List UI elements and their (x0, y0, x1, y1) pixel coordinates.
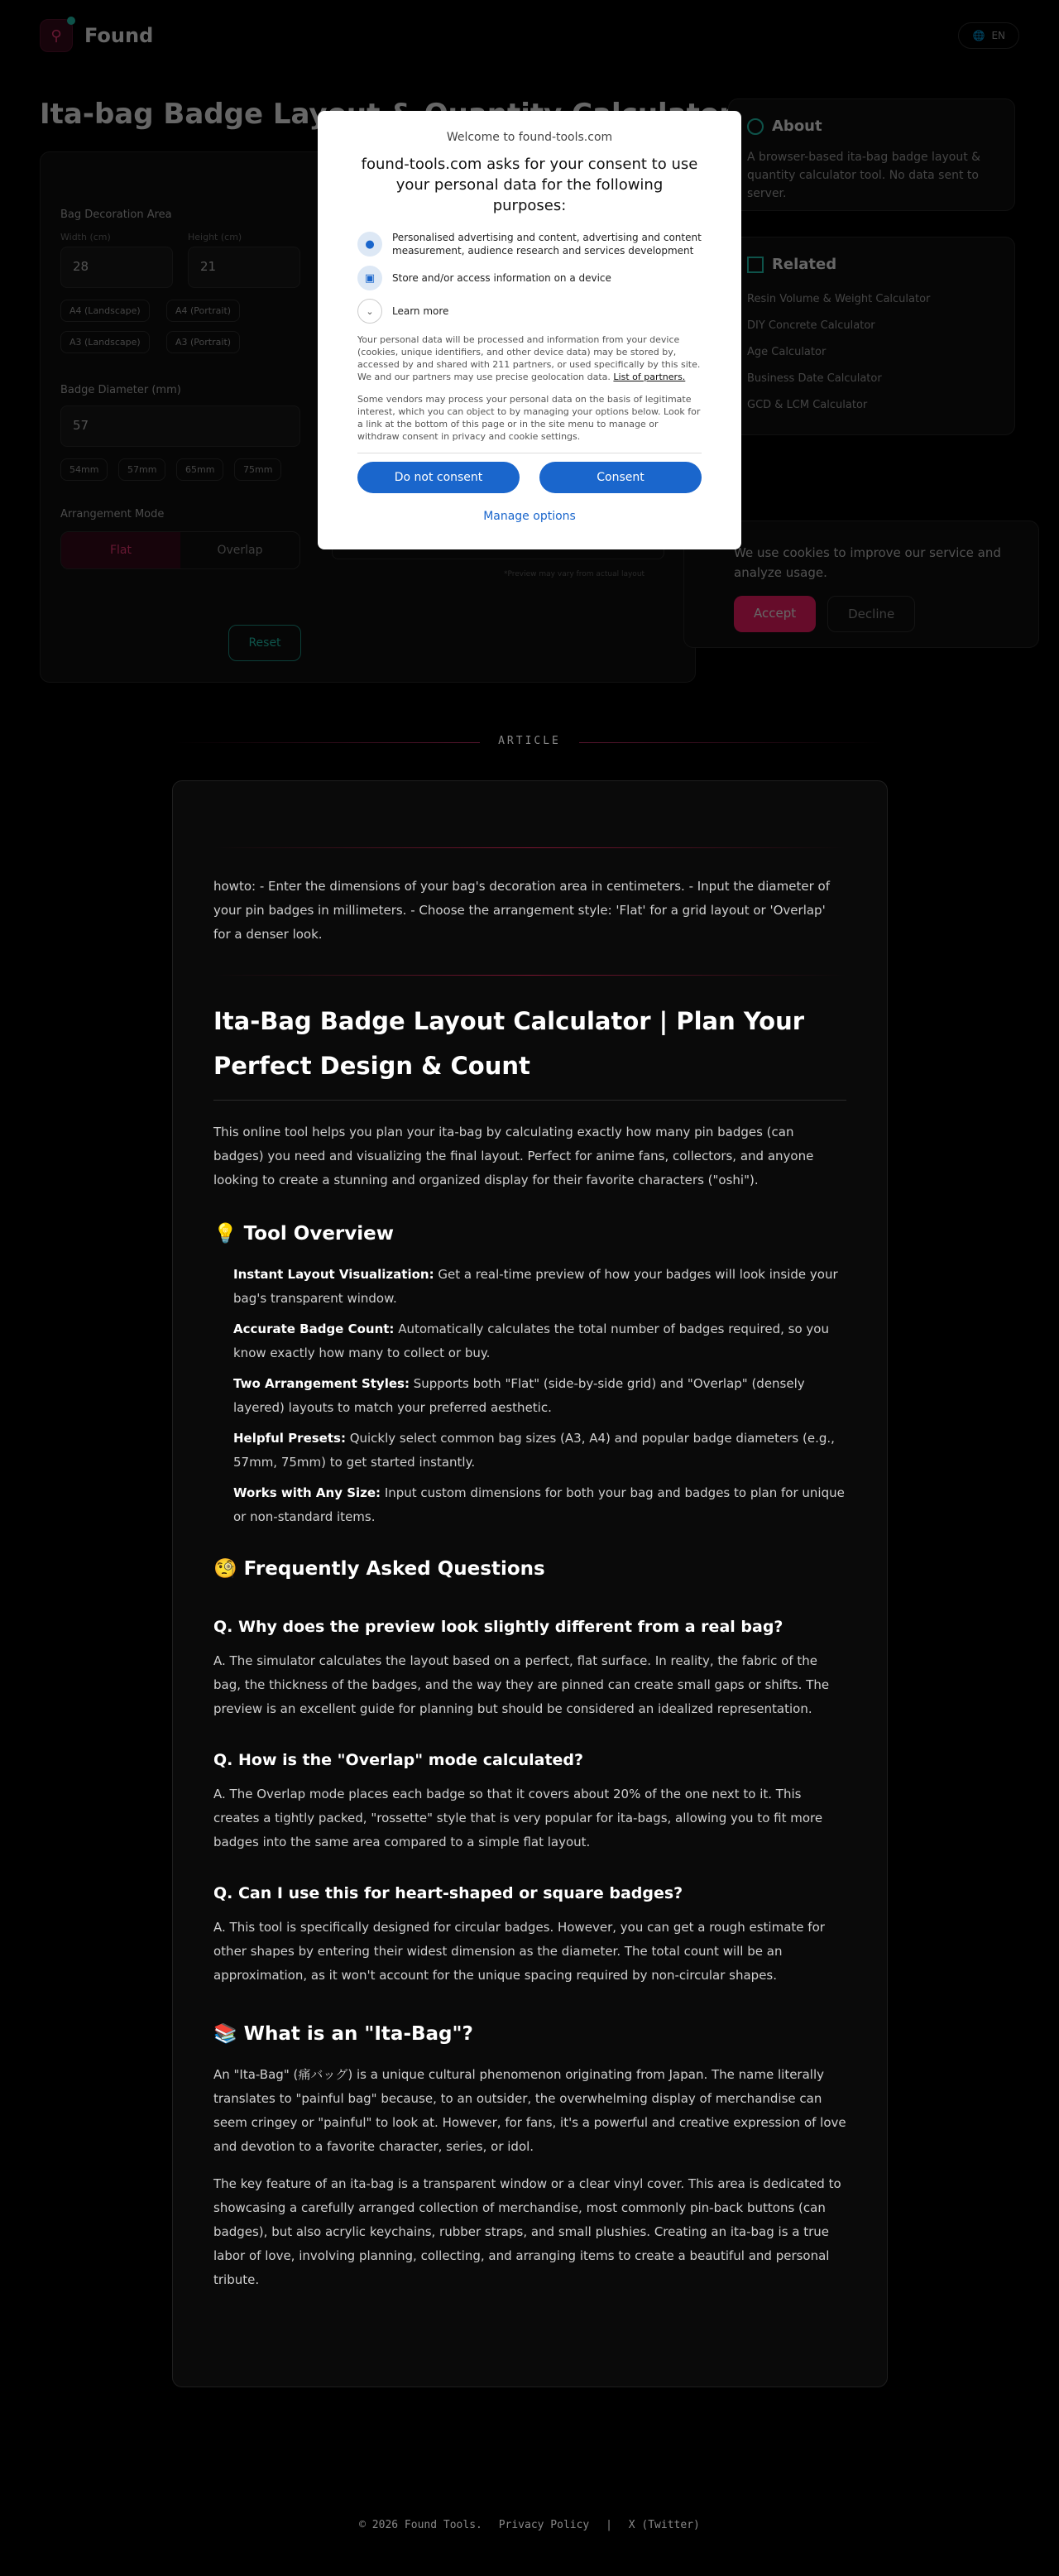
consent-dialog (318, 111, 741, 549)
footer (0, 2519, 1059, 2531)
partners-link[interactable]: List of partners. (613, 372, 686, 382)
footer-separator: | (606, 2519, 612, 2531)
list-item: Accurate Badge Count: Automatically calculates the total number of badges required, so you know exactly how many to collect or buy. (233, 1322, 829, 1360)
faq-answer: A. The simulator calculates the layout based on a perfect, flat surface. In reality, the fabric of the bag, the thickness of the badges, and the way they are pinned can create small gaps or shifts. The preview is an excellent guide for planning but should be considered an idealized representation. (213, 1653, 830, 1716)
divider (213, 1100, 846, 1101)
overview-heading: 💡 Tool Overview (213, 1223, 394, 1245)
faq-answer: A. This tool is specifically designed for circular badges. However, you can get a rough estimate for other shapes by entering their widest dimension as the diameter. The total count will be an approximation, as it won't account for the unique spacing required by non-circular shapes. (213, 1920, 825, 1983)
faq-answer: A. The Overlap mode places each badge so that it covers about 20% of the one next to it. This creates a tightly packed, "rossette" style that is very popular for ita-bags, allowing you to fit more badges into the same area compared to a simple flat layout. (213, 1787, 823, 1849)
consent-purpose: Personalised advertising and content, advertising and content measurement, audience research and services development (392, 232, 702, 257)
divider (579, 742, 885, 743)
list-item: Instant Layout Visualization: Get a real-time preview of how your badges will look inside your bag's transparent window. (233, 1267, 838, 1306)
faq-question: Q. How is the "Overlap" mode calculated? (213, 1751, 584, 1769)
do-not-consent-button[interactable]: Do not consent (357, 462, 520, 493)
privacy-link[interactable]: Privacy Policy (498, 2519, 590, 2531)
consent-details: Your personal data will be processed and information from your device (cookies, unique identifiers, and other device data) may be stored by, accessed by and shared with 211 partners, or used specifically by this site. We and our partners may use precise geolocation data. List of partners. (357, 334, 701, 382)
article (172, 780, 888, 2387)
feature-list (213, 1263, 846, 1529)
learn-more-toggle[interactable] (357, 299, 702, 324)
device-icon: ▣ (357, 266, 382, 290)
x-twitter-link[interactable]: X (Twitter) (628, 2519, 700, 2531)
consent-title: found-tools.com asks for your consent to use your personal data for the following purposes: (361, 156, 698, 214)
consent-purpose: Store and/or access information on a device (392, 272, 611, 284)
manage-options-link[interactable]: Manage options (483, 510, 576, 523)
faq-question: Q. Can I use this for heart-shaped or square badges? (213, 1884, 683, 1902)
list-item: Two Arrangement Styles: Supports both "Flat" (side-by-side grid) and "Overlap" (densely layered) layouts to match your preferred aesthetic. (233, 1376, 805, 1415)
howto-text: howto: - Enter the dimensions of your bag's decoration area in centimeters. - Input the diameter of your pin badges in millimeters. - Choose the arrangement style: 'Flat' for a grid layout or 'Overlap' for a denser look. (213, 879, 830, 942)
consent-legitimate-interest: Some vendors may process your personal data on the basis of legitimate interest, which you can object to by managing your options below. Look for a link at the bottom of this page or in the site menu to manage or withdraw consent in privacy and cookie settings. (357, 394, 701, 442)
faq-question: Q. Why does the preview look slightly different from a real bag? (213, 1618, 783, 1636)
consent-button[interactable]: Consent (539, 462, 702, 493)
what-heading: 📚 What is an "Ita-Bag"? (213, 2023, 473, 2045)
person-icon: ● (357, 232, 382, 257)
footer-copyright: © 2026 Found Tools. (359, 2519, 482, 2531)
divider (213, 847, 846, 848)
learn-more-label: Learn more (392, 305, 449, 317)
consent-welcome: Welcome to found-tools.com (446, 131, 613, 144)
article-label: ARTICLE (498, 735, 561, 747)
list-item: Helpful Presets: Quickly select common bag sizes (A3, A4) and popular badge diameters (e.g., 57mm, 75mm) to get started instantly. (233, 1431, 835, 1470)
faq-heading: 🧐 Frequently Asked Questions (213, 1558, 545, 1580)
divider (213, 975, 846, 976)
what-paragraph: An "Ita-Bag" (痛バッグ) is a unique cultural phenomenon originating from Japan. The name literally translates to "painful bag" because, to an outsider, the overwhelming display of merchandise can seem cringey or "painful" to look at. However, for fans, it's a powerful and creative expression of love and devotion to a favorite character, series, or idol. (213, 2067, 846, 2154)
what-paragraph: The key feature of an ita-bag is a transparent window or a clear vinyl cover. This area is dedicated to showcasing a carefully arranged collection of merchandise, most commonly pin-back buttons (can badges), but also acrylic keychains, rubber straps, and small plushies. Creating an ita-bag is a true labor of love, involving planning, collecting, and arranging items to create a beautiful and personal tribute. (213, 2176, 841, 2287)
article-heading: Ita-Bag Badge Layout Calculator | Plan Your Perfect Design & Count (213, 1007, 805, 1080)
intro-text: This online tool helps you plan your ita-bag by calculating exactly how many pin badges (can badges) you need and visualizing the final layout. Perfect for anime fans, collectors, and anyone looking to create a stunning and organized display for their favorite characters ("oshi"). (213, 1125, 814, 1187)
list-item: Works with Any Size: Input custom dimensions for both your bag and badges to plan for unique or non-standard items. (233, 1485, 845, 1524)
chevron-down-icon: ⌄ (357, 299, 382, 324)
